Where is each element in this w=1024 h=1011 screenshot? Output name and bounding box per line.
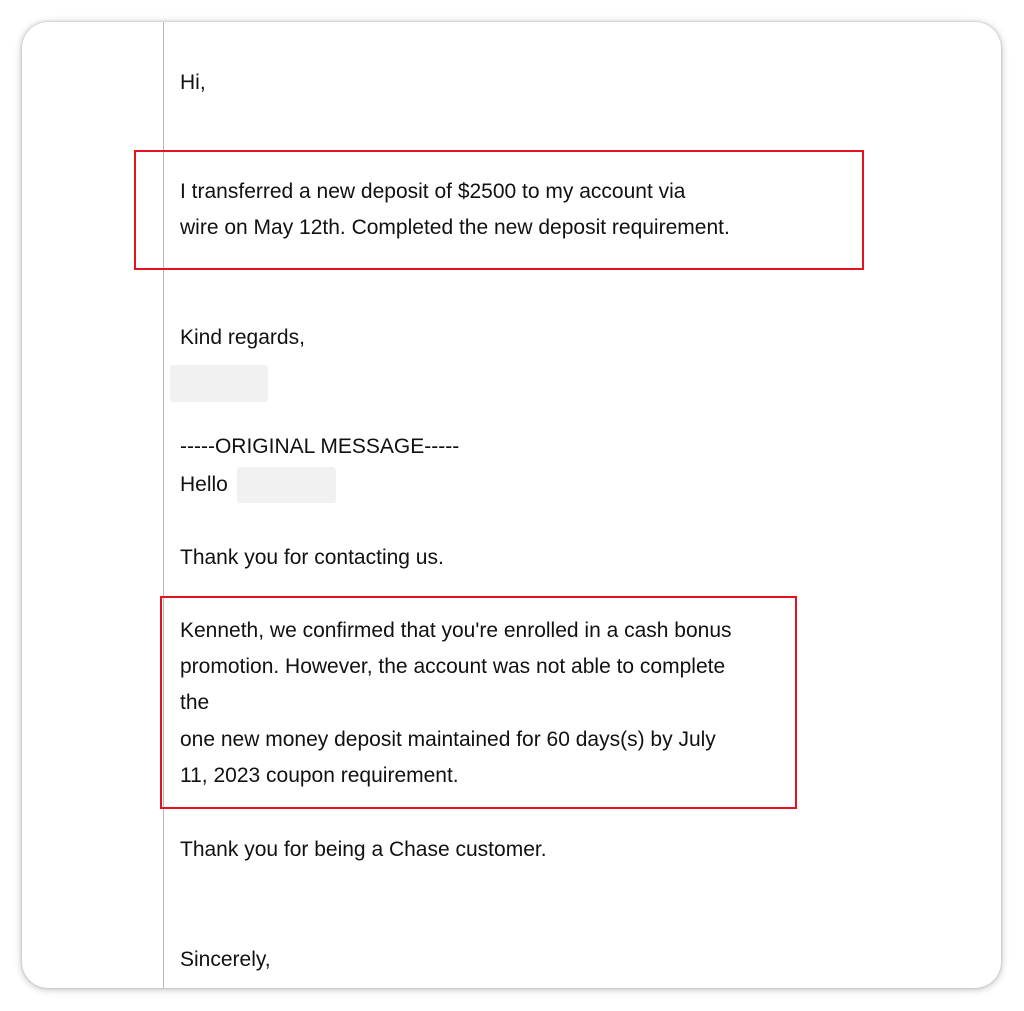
reply-line-1: I transferred a new deposit of $2500 to my account via	[180, 180, 686, 203]
email-body-panel	[22, 22, 1001, 988]
original-salutation: Hello	[180, 473, 228, 496]
original-line-4: one new money deposit maintained for 60 days(s) by July	[180, 728, 716, 751]
original-message-separator: -----ORIGINAL MESSAGE-----	[180, 435, 460, 458]
original-line-5: 11, 2023 coupon requirement.	[180, 764, 459, 787]
greeting-text: Hi,	[180, 71, 206, 94]
original-thanks-text: Thank you for contacting us.	[180, 546, 444, 569]
signoff-text: Sincerely,	[180, 948, 271, 971]
original-line-3: the	[180, 691, 210, 714]
redacted-recipient-name	[237, 467, 336, 503]
reply-highlight-box	[134, 150, 864, 270]
original-line-1: Kenneth, we confirmed that you're enrolled in a cash bonus	[180, 619, 732, 642]
redacted-sender-name	[170, 365, 268, 402]
original-line-2: promotion. However, the account was not able to complete	[180, 655, 726, 678]
closing-text: Kind regards,	[180, 326, 305, 349]
reply-line-2: wire on May 12th. Completed the new deposit requirement.	[180, 216, 730, 239]
customer-thanks-text: Thank you for being a Chase customer.	[180, 838, 547, 861]
